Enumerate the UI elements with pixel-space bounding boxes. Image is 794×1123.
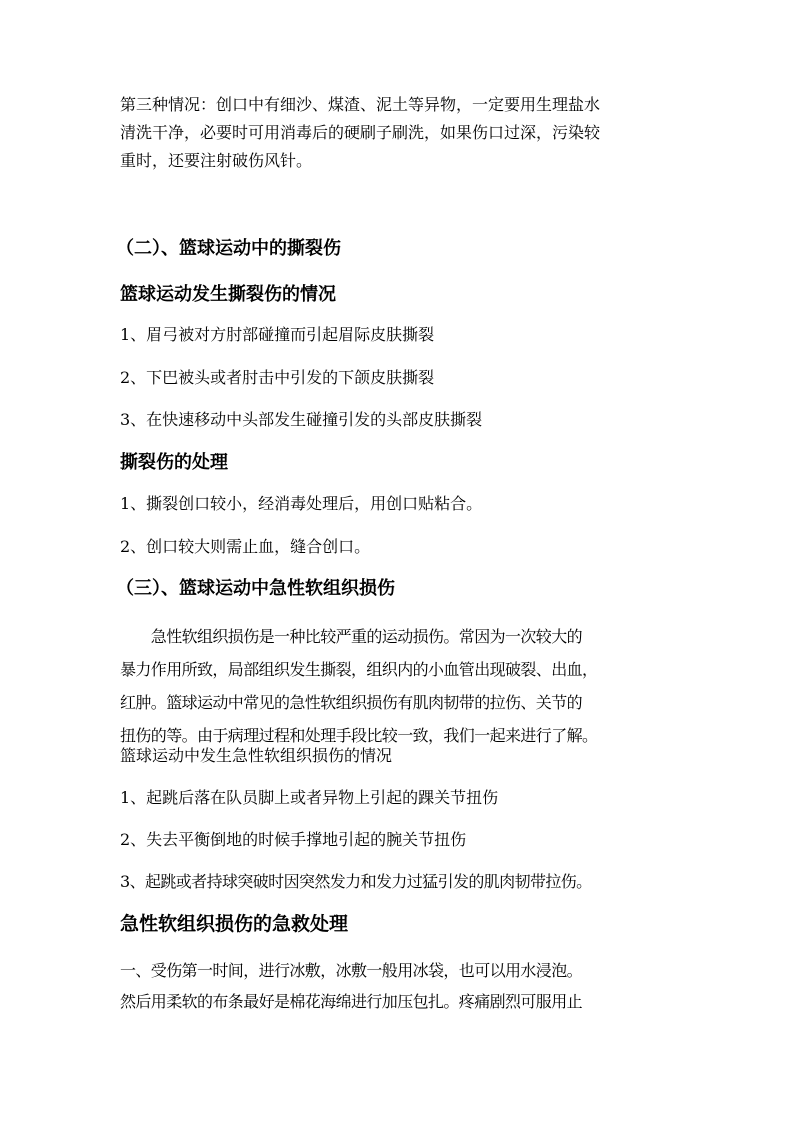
list-item: 3、起跳或者持球突破时因突然发力和发力过猛引发的肌肉韧带拉伤。 — [120, 872, 592, 891]
text-line: 然后用柔软的布条最好是棉花海绵进行加压包扎。疼痛剧烈可服用止 — [120, 992, 583, 1011]
section-intro-paragraph — [120, 620, 680, 752]
text-line: 红肿。篮球运动中常见的急性软组织损伤有肌肉韧带的拉伤、关节的 — [120, 693, 583, 712]
list-item: 2、创口较大则需止血，缝合创口。 — [120, 537, 371, 556]
text-line: 清洗干净，必要时可用消毒后的硬刷子刷洗，如果伤口过深，污染较 — [120, 123, 601, 142]
list-item: 1、眉弓被对方肘部碰撞而引起眉际皮肤撕裂 — [120, 325, 435, 344]
list-item: 3、在快速移动中头部发生碰撞引发的头部皮肤撕裂 — [120, 410, 483, 429]
list-item: 1、起跳后落在队员脚上或者异物上引起的踝关节扭伤 — [120, 788, 499, 807]
text-line: 第三种情况：创口中有细沙、煤渣、泥土等异物，一定要用生理盐水 — [120, 95, 601, 114]
text-line: 暴力作用所致，局部组织发生撕裂，组织内的小血管出现破裂、出血， — [120, 660, 598, 679]
list-item: 1、撕裂创口较小，经消毒处理后，用创口贴粘合。 — [120, 494, 483, 513]
text-line: 急性软组织损伤是一种比较严重的运动损伤。常因为一次较大的 — [120, 627, 583, 646]
list-item: 2、下巴被头或者肘击中引发的下颌皮肤撕裂 — [120, 368, 435, 387]
text-line: 重时，还要注射破伤风针。 — [120, 151, 313, 170]
list-item: 2、失去平衡倒地的时候手撑地引起的腕关节扭伤 — [120, 830, 467, 849]
section-heading: （三）、篮球运动中急性软组织损伤 — [116, 578, 395, 599]
first-aid-paragraph — [120, 955, 680, 1017]
text-line: 一、受伤第一时间，进行冰敷，冰敷一般用冰袋，也可以用水浸泡。 — [120, 961, 583, 980]
section-heading: （二）、篮球运动中的撕裂伤 — [116, 238, 341, 259]
sub-heading: 撕裂伤的处理 — [120, 452, 228, 473]
text-line: 扭伤的等。由于病理过程和处理手段比较一致，我们一起来进行了解。 — [120, 726, 598, 745]
sub-heading: 急性软组织损伤的急救处理 — [120, 913, 349, 935]
intro-paragraph — [120, 91, 680, 175]
sub-heading: 篮球运动发生撕裂伤的情况 — [120, 284, 336, 305]
sub-heading: 篮球运动中发生急性软组织损伤的情况 — [120, 746, 393, 765]
